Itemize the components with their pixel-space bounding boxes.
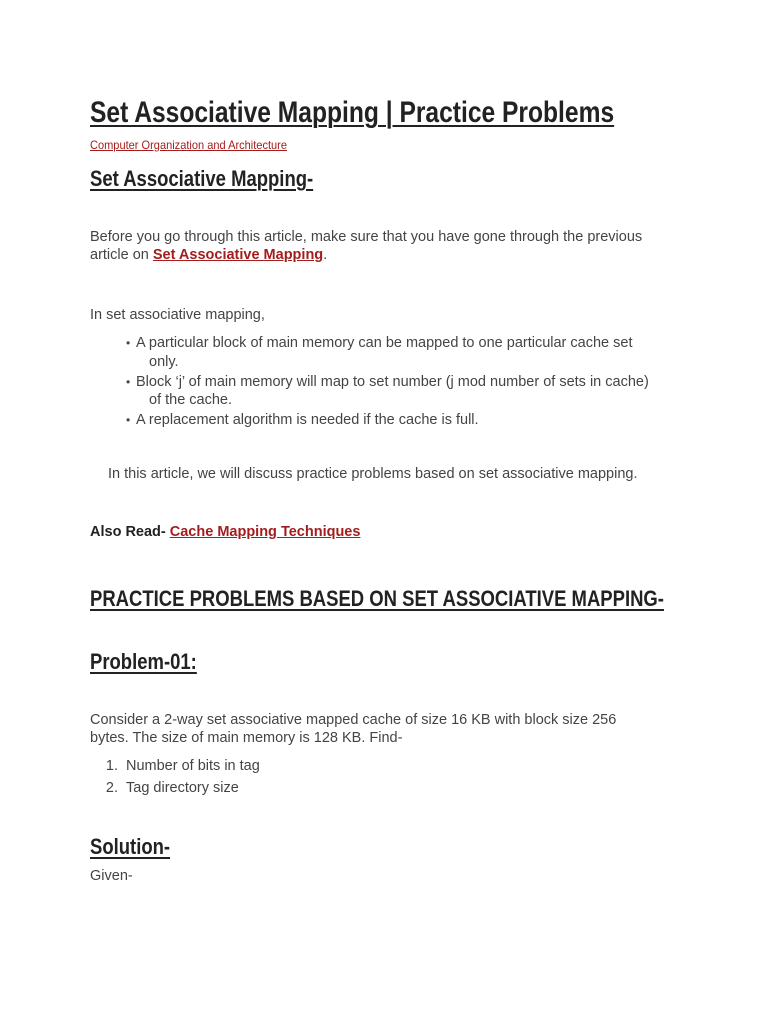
list-item: 2. Tag directory size (105, 780, 239, 796)
bullet-icon: • (126, 374, 131, 389)
cache-mapping-techniques-link[interactable]: Cache Mapping Techniques (169, 524, 361, 540)
intro-line-2-suffix: . (323, 247, 328, 263)
mapping-intro: In set associative mapping, (90, 307, 265, 323)
question-list (96, 755, 260, 799)
mapping-bullet-list (126, 334, 706, 431)
category-link[interactable]: Computer Organization and Architecture (90, 138, 287, 152)
given-text: Given- (90, 868, 133, 884)
discussion-text: In this article, we will discuss practice problems based on set associative mapping. (108, 466, 638, 482)
also-read (90, 524, 360, 540)
list-item: 1. Number of bits in tag (105, 758, 260, 774)
set-associative-mapping-link[interactable]: Set Associative Mapping (152, 247, 324, 263)
list-item: • A particular block of main memory can be mapped to one particular cache set only. (126, 335, 633, 370)
bullet-icon: • (126, 413, 131, 427)
intro-line-1: Before you go through this article, make sure that you have gone through the previous (90, 229, 643, 245)
list-item: • A replacement algorithm is needed if the cache is full. (126, 412, 479, 428)
solution-heading: Solution- (90, 834, 171, 859)
section-heading-set-associative: Set Associative Mapping- (90, 166, 314, 191)
list-item: • Block ‘j’ of main memory will map to set number (j mod number of sets in cache) of the cache. (126, 373, 649, 408)
problem-statement: Consider a 2-way set associative mapped cache of size 16 KB with block size 256 bytes. The size of main memory is 128 KB. Find- (90, 712, 617, 746)
practice-problems-heading: PRACTICE PROBLEMS BASED ON SET ASSOCIATIVE MAPPING- (90, 586, 664, 611)
intro-line-2-prefix: article on (90, 247, 153, 263)
intro-paragraph (90, 228, 710, 264)
bullet-icon: • (126, 336, 131, 350)
also-read-label: Also Read- (90, 524, 170, 540)
article-title: Set Associative Mapping | Practice Problems (90, 96, 615, 129)
problem-01-heading: Problem-01: (90, 649, 197, 674)
